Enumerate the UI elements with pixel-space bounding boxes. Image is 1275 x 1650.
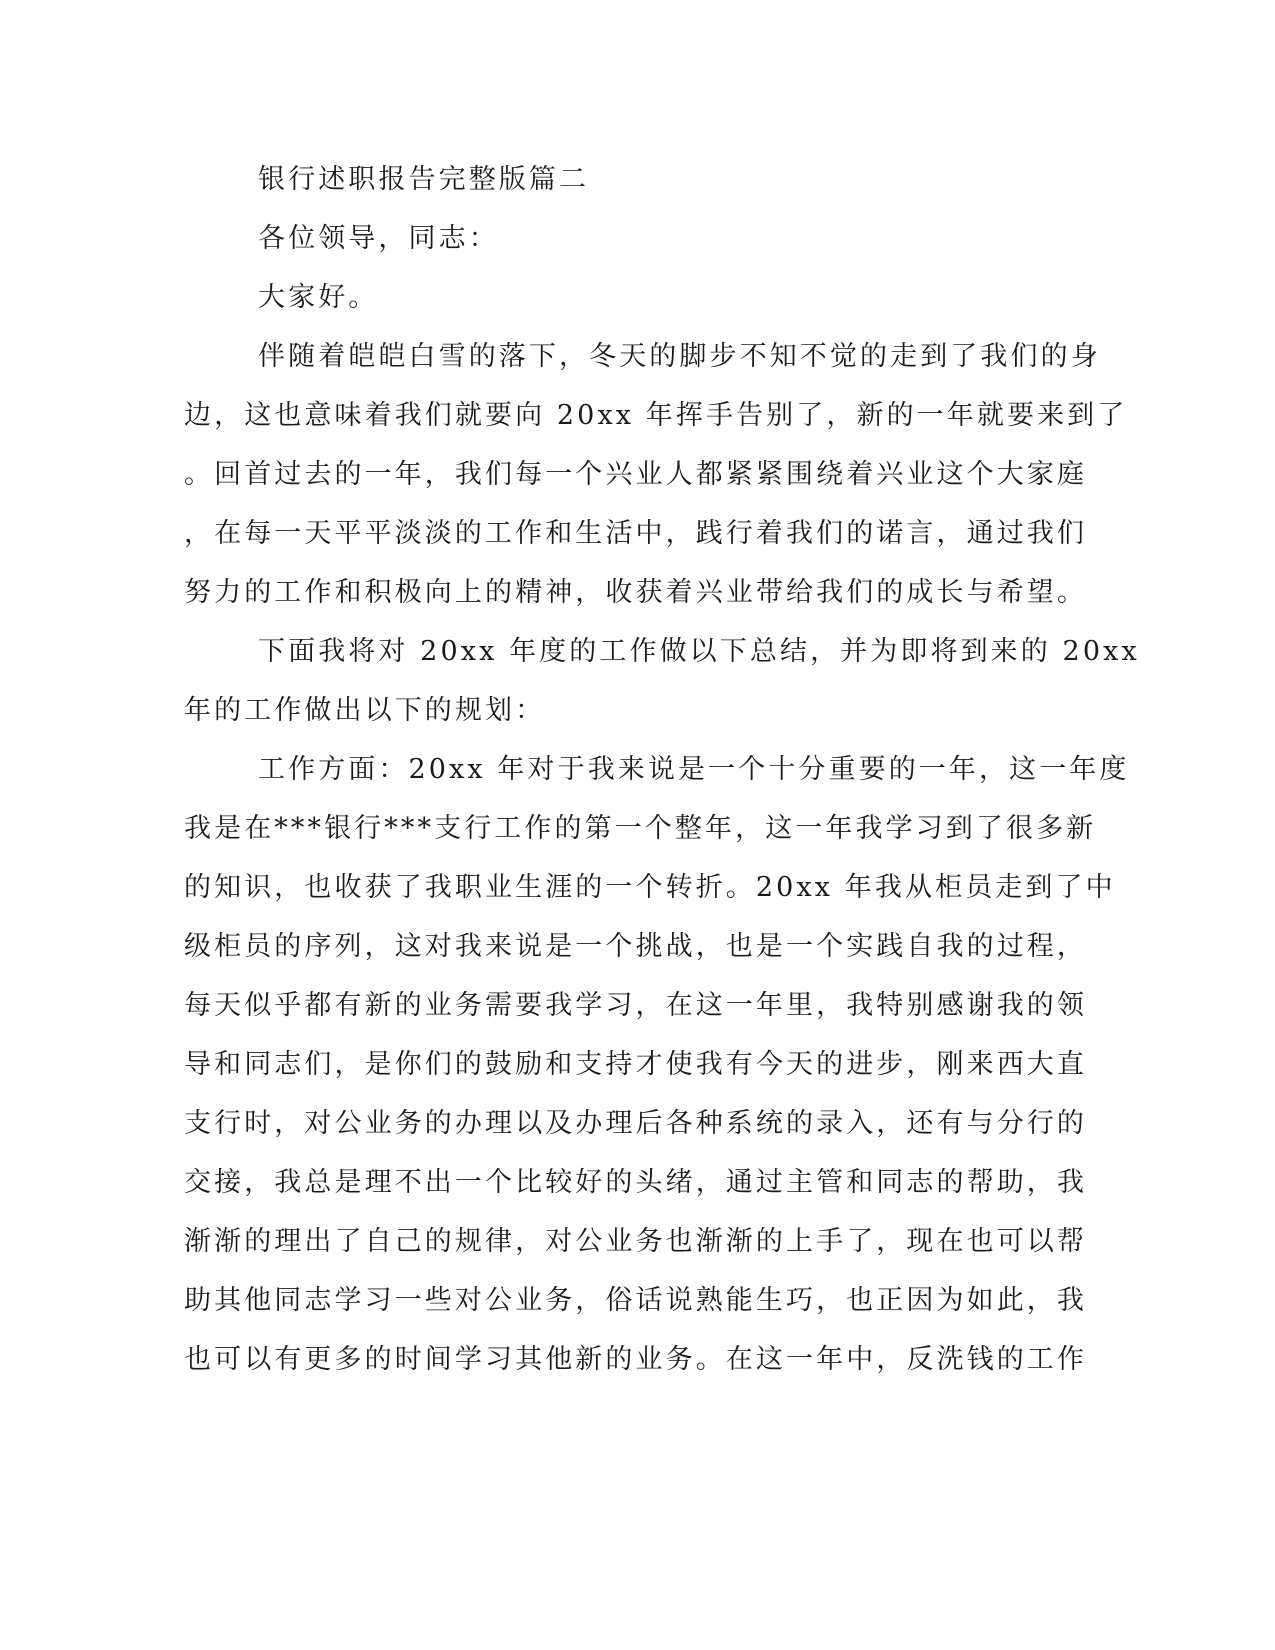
salutation: 各位领导，同志： — [258, 223, 499, 254]
paragraph-1-line: 。回首过去的一年，我们每一个兴业人都紧紧围绕着兴业这个大家庭 — [184, 459, 1087, 490]
paragraph-3-line: 级柜员的序列，这对我来说是一个挑战，也是一个实践自我的过程， — [184, 931, 1087, 962]
paragraph-3-line: 渐渐的理出了自己的规律，对公业务也渐渐的上手了，现在也可以帮 — [184, 1226, 1087, 1257]
paragraph-3-line: 我是在***银行***支行工作的第一个整年，这一年我学习到了很多新 — [184, 813, 1097, 844]
paragraph-3-line: 每天似乎都有新的业务需要我学习，在这一年里，我特别感谢我的领 — [184, 990, 1087, 1021]
paragraph-3-line: 交接，我总是理不出一个比较好的头绪，通过主管和同志的帮助，我 — [184, 1167, 1087, 1198]
paragraph-3-line: 也可以有更多的时间学习其他新的业务。在这一年中，反洗钱的工作 — [184, 1344, 1087, 1375]
paragraph-1-line: 伴随着皑皑白雪的落下，冬天的脚步不知不觉的走到了我们的身 — [258, 341, 1101, 372]
paragraph-2-line: 年的工作做出以下的规划： — [184, 695, 546, 726]
paragraph-3-line: 的知识，也收获了我职业生涯的一个转折。20xx 年我从柜员走到了中 — [184, 872, 1116, 903]
paragraph-3-line: 支行时，对公业务的办理以及办理后各种系统的录入，还有与分行的 — [184, 1108, 1087, 1139]
paragraph-3-line: 工作方面：20xx 年对于我来说是一个十分重要的一年，这一年度 — [258, 754, 1130, 785]
paragraph-1-line: 努力的工作和积极向上的精神，收获着兴业带给我们的成长与希望。 — [184, 577, 1087, 608]
paragraph-1-line: 边，这也意味着我们就要向 20xx 年挥手告别了，新的一年就要来到了 — [184, 400, 1128, 431]
paragraph-2-line: 下面我将对 20xx 年度的工作做以下总结，并为即将到来的 20xx — [258, 636, 1140, 667]
greeting: 大家好。 — [258, 282, 379, 313]
paragraph-3-line: 助其他同志学习一些对公业务，俗话说熟能生巧，也正因为如此，我 — [184, 1285, 1087, 1316]
document-title: 银行述职报告完整版篇二 — [258, 164, 590, 195]
paragraph-1-line: ，在每一天平平淡淡的工作和生活中，践行着我们的诺言，通过我们 — [184, 518, 1087, 549]
paragraph-3-line: 导和同志们，是你们的鼓励和支持才使我有今天的进步，刚来西大直 — [184, 1049, 1087, 1080]
